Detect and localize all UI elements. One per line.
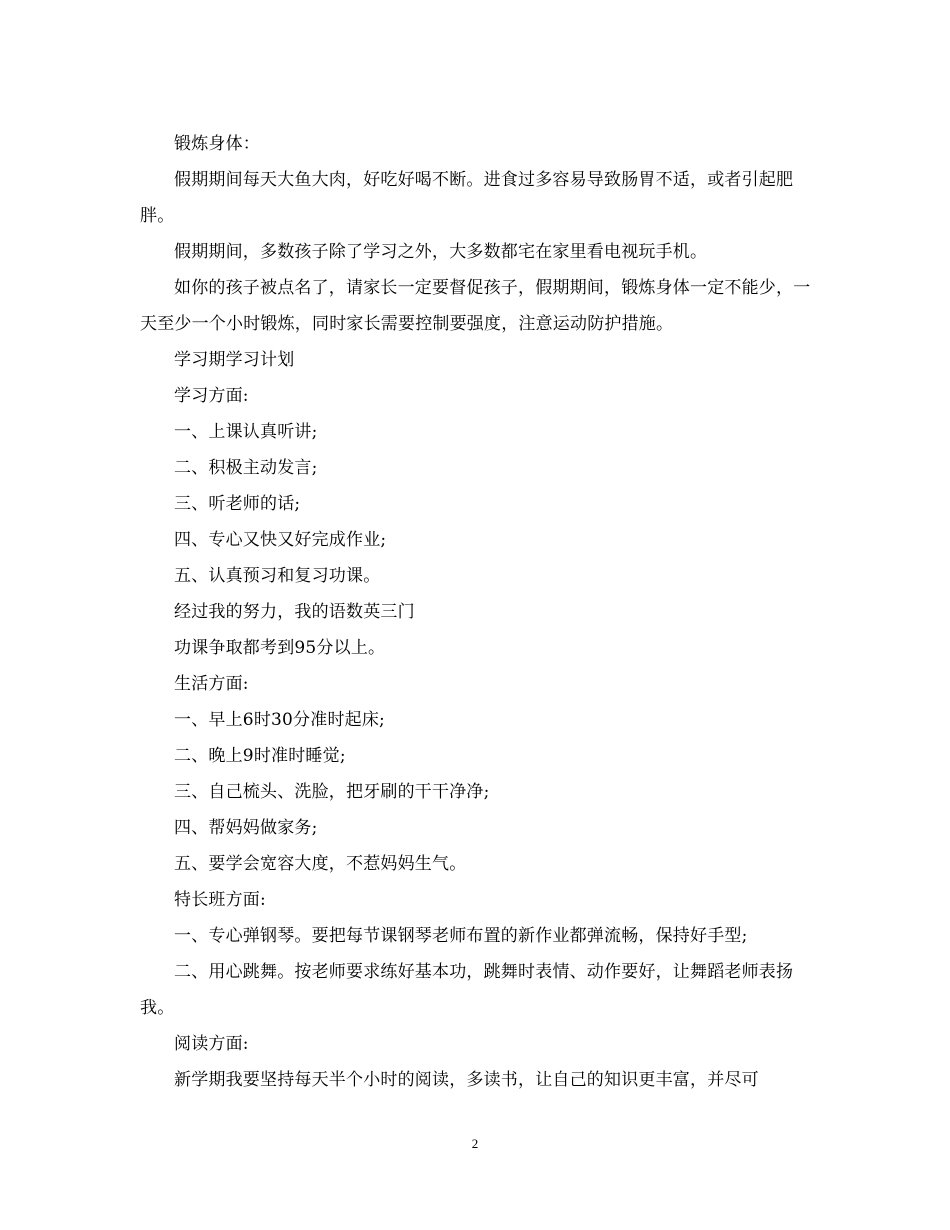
paragraph: 一、上课认真听讲; bbox=[174, 422, 318, 442]
paragraph: 假期期间每天大鱼大肉，好吃好喝不断。进食过多容易导致肠胃不适，或者引起肥胖。 bbox=[140, 170, 794, 226]
paragraph: 功课争取都考到95分以上。 bbox=[174, 638, 386, 658]
paragraph: 特长班方面: bbox=[174, 890, 266, 910]
paragraph: 四、帮妈妈做家务; bbox=[174, 818, 318, 838]
paragraph: 如你的孩子被点名了，请家长一定要督促孩子，假期期间，锻炼身体一定不能少，一天至少一个小时锻炼，同时家长需要控制要强度，注意运动防护措施。 bbox=[140, 278, 811, 334]
paragraph: 五、认真预习和复习功课。 bbox=[174, 566, 381, 586]
document-body bbox=[140, 126, 815, 1098]
paragraph: 假期期间，多数孩子除了学习之外，大多数都宅在家里看电视玩手机。 bbox=[174, 242, 708, 262]
paragraph: 学习方面: bbox=[174, 386, 249, 406]
paragraph: 三、听老师的话; bbox=[174, 494, 301, 514]
paragraph: 学习期学习计划 bbox=[174, 350, 295, 370]
paragraph: 五、要学会宽容大度，不惹妈妈生气。 bbox=[174, 854, 467, 874]
paragraph: 二、晚上9时准时睡觉; bbox=[174, 746, 346, 766]
page-number: 2 bbox=[471, 1136, 479, 1151]
paragraph: 经过我的努力，我的语数英三门 bbox=[174, 602, 415, 622]
paragraph: 二、积极主动发言; bbox=[174, 458, 318, 478]
paragraph: 新学期我要坚持每天半个小时的阅读，多读书，让自己的知识更丰富，并尽可 bbox=[174, 1070, 759, 1090]
paragraph: 一、早上6时30分准时起床; bbox=[174, 710, 385, 730]
paragraph: 生活方面: bbox=[174, 674, 249, 694]
paragraph: 锻炼身体： bbox=[174, 134, 260, 154]
paragraph: 四、专心又快又好完成作业; bbox=[174, 530, 387, 550]
paragraph: 二、用心跳舞。按老师要求练好基本功，跳舞时表情、动作要好，让舞蹈老师表扬我。 bbox=[140, 962, 794, 1018]
paragraph: 三、自己梳头、洗脸，把牙刷的干干净净; bbox=[174, 782, 490, 802]
paragraph: 阅读方面: bbox=[174, 1034, 249, 1054]
paragraph: 一、专心弹钢琴。要把每节课钢琴老师布置的新作业都弹流畅，保持好手型; bbox=[174, 926, 748, 946]
